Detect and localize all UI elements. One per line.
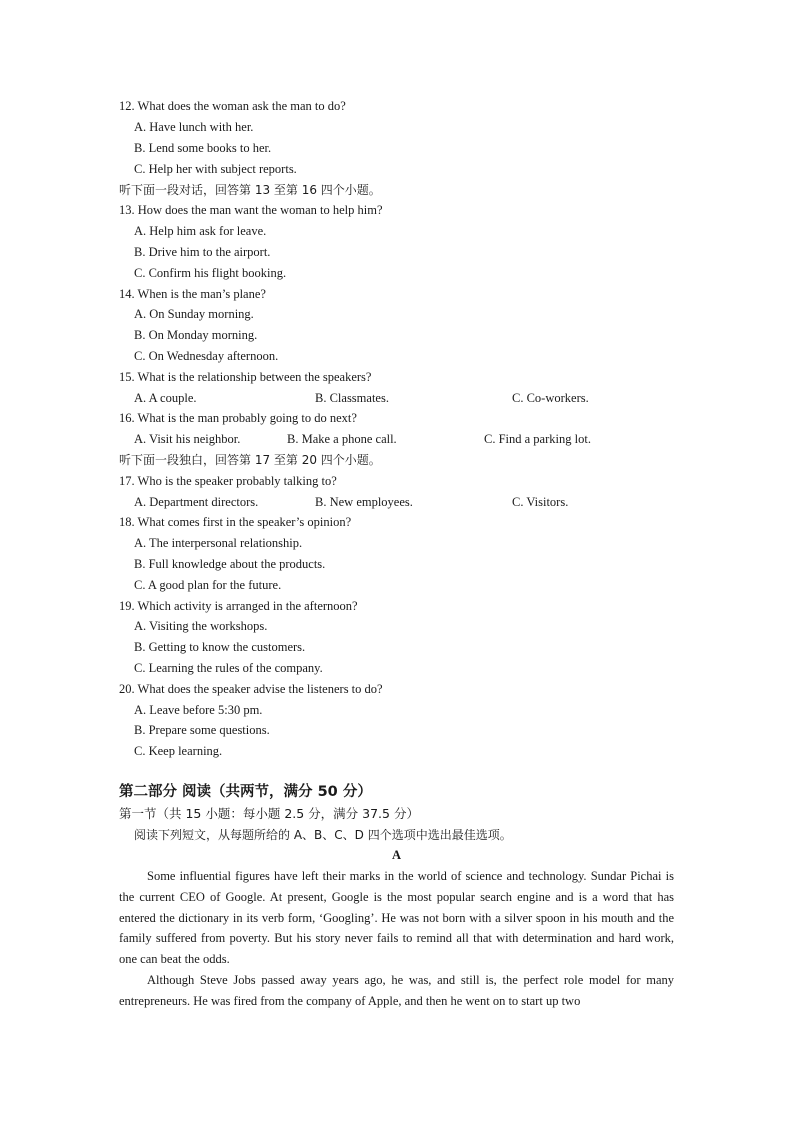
option-19a: A. Visiting the workshops.	[134, 619, 268, 633]
option-14a: A. On Sunday morning.	[134, 307, 254, 321]
instruction-17-20: 听下面一段独白，回答第 17 至第 20 四个小题。	[119, 453, 381, 467]
option-20a: A. Leave before 5:30 pm.	[134, 703, 263, 717]
option-19b: B. Getting to know the customers.	[134, 640, 306, 654]
option-20b: B. Prepare some questions.	[134, 723, 270, 737]
passage-paragraph-2	[119, 970, 674, 1012]
option-16a: A. Visit his neighbor.	[134, 432, 241, 446]
option-16b: B. Make a phone call.	[287, 432, 397, 446]
question-13: 13. How does the man want the woman to help him?	[119, 203, 383, 217]
instruction-13-16: 听下面一段对话，回答第 13 至第 16 四个小题。	[119, 183, 381, 197]
option-17a: A. Department directors.	[134, 495, 259, 509]
option-18b: B. Full knowledge about the products.	[134, 557, 326, 571]
passage-paragraph-1	[119, 866, 674, 970]
question-20: 20. What does the speaker advise the listeners to do?	[119, 682, 383, 696]
option-13b: B. Drive him to the airport.	[134, 245, 271, 259]
option-15b: B. Classmates.	[315, 391, 389, 405]
passage-label: A	[391, 848, 402, 862]
option-17c: C. Visitors.	[512, 495, 569, 509]
option-19c: C. Learning the rules of the company.	[134, 661, 323, 675]
option-13a: A. Help him ask for leave.	[134, 224, 267, 238]
question-19: 19. Which activity is arranged in the afternoon?	[119, 599, 358, 613]
paragraph-1-text: Some influential figures have left their marks in the world of science and technology. Sundar Pichai is the current CEO of Google. At present, Google is the most popular search engine and is a word that has entered the dictionary in its verb form, ‘Googling’. He was not born with a silver spoon in his mouth and the family suffered from poverty. But his story never fails to remind all that with determination and hard work, one can beat the odds.	[119, 869, 674, 967]
option-13c: C. Confirm his flight booking.	[134, 266, 287, 280]
question-16: 16. What is the man probably going to do next?	[119, 411, 357, 425]
option-14b: B. On Monday morning.	[134, 328, 258, 342]
question-18: 18. What comes first in the speaker’s opinion?	[119, 515, 352, 529]
section-title: 第二部分 阅读（共两节，满分 50 分）	[119, 784, 372, 800]
option-12a: A. Have lunch with her.	[134, 120, 254, 134]
option-14c: C. On Wednesday afternoon.	[134, 349, 279, 363]
option-17b: B. New employees.	[315, 495, 413, 509]
option-12c: C. Help her with subject reports.	[134, 162, 297, 176]
reading-instruction: 阅读下列短文，从每题所给的 A、B、C、D 四个选项中选出最佳选项。	[134, 828, 512, 842]
question-15: 15. What is the relationship between the speakers?	[119, 370, 372, 384]
question-17: 17. Who is the speaker probably talking to?	[119, 474, 337, 488]
option-18a: A. The interpersonal relationship.	[134, 536, 303, 550]
option-16c: C. Find a parking lot.	[484, 432, 591, 446]
option-15c: C. Co-workers.	[512, 391, 589, 405]
option-20c: C. Keep learning.	[134, 744, 223, 758]
question-14: 14. When is the man’s plane?	[119, 287, 266, 301]
option-15a: A. A couple.	[134, 391, 197, 405]
option-12b: B. Lend some books to her.	[134, 141, 272, 155]
option-18c: C. A good plan for the future.	[134, 578, 282, 592]
question-12: 12. What does the woman ask the man to do?	[119, 99, 346, 113]
subsection-title: 第一节（共 15 小题：每小题 2.5 分，满分 37.5 分）	[119, 806, 419, 821]
paragraph-2-text: Although Steve Jobs passed away years ago, he was, and still is, the perfect role model for many entrepreneurs. He was fired from the company of Apple, and then he went on to start up two	[119, 973, 674, 1008]
